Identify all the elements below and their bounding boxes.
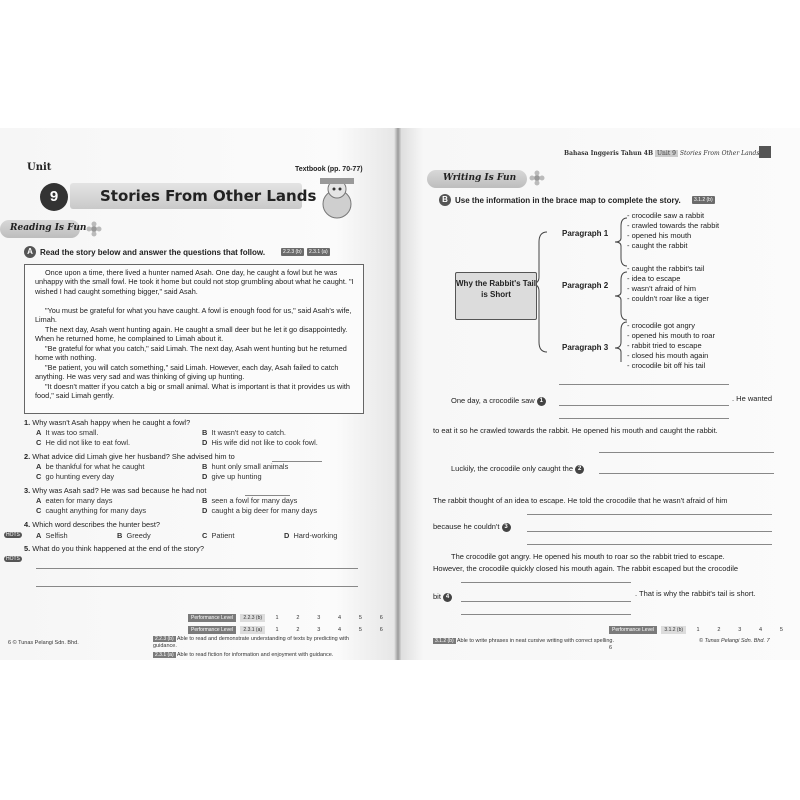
answer-line[interactable] [461, 614, 631, 615]
question-number: 4. [24, 520, 31, 529]
story-line-7: However, the crocodile quickly closed his mouth again. The rabbit escaped but the crocodile [433, 564, 739, 573]
instruction-a: Read the story below and answer the questions that follow. [40, 248, 266, 257]
option-2a[interactable]: A be thankful for what he caught [36, 462, 145, 471]
question-2 [24, 452, 235, 461]
hots-badge: HOTS [6, 532, 20, 538]
paragraph-3-label: Paragraph 3 [562, 343, 609, 352]
question-1 [24, 418, 190, 427]
story-line-8: bit 4 [433, 592, 452, 602]
answer-blank-2[interactable] [599, 473, 774, 474]
performance-row-1: Performance Level 2.2.3 (b) 1 2 3 4 5 6 [188, 606, 383, 615]
paragraph-1-items: - crocodile saw a rabbit - crawled towards the rabbit - opened his mouth - caught the rabbit [627, 211, 720, 250]
story-line-1-end: . He wanted [732, 394, 773, 403]
answer-blank-1[interactable] [559, 405, 729, 406]
option-3d[interactable]: D caught a big deer for many days [202, 506, 318, 515]
instruction-b: Use the information in the brace map to complete the story. [455, 196, 681, 205]
story-line-6: The crocodile got angry. He opened his mouth to roar so the rabbit tried to escape. [451, 552, 725, 561]
question-number: 1. [24, 418, 31, 427]
question-4 [24, 520, 160, 529]
answer-line[interactable] [36, 586, 358, 587]
page-number: 7 [766, 638, 770, 644]
skill-tag: 2.3.1 (a) [309, 249, 328, 255]
answer-line[interactable] [36, 568, 358, 569]
question-5 [24, 544, 204, 553]
story-paragraph: The next day, Asah went hunting again. He caught a small deer but he let it go disappointedly. When he returned home, he complained to Limah about it. [35, 325, 348, 344]
option-2d[interactable]: D give up hunting [202, 472, 262, 481]
answer-line[interactable] [559, 384, 729, 385]
publisher: © Tunas Pelangi Sdn. Bhd. [699, 638, 766, 644]
answer-line[interactable] [527, 544, 772, 545]
story-paragraph: "You must be grateful for what you have caught. A fowl is enough food for us," said Asah's wife, Limah. [35, 306, 352, 325]
page-number: 6 [8, 640, 12, 646]
blank-number-1: 1 [537, 397, 546, 406]
paragraph-1-label: Paragraph 1 [562, 229, 609, 238]
story-line-5: because he couldn't 3 [433, 522, 511, 532]
option-1b[interactable]: B It wasn't easy to catch. [202, 428, 286, 437]
mascot-icon [312, 174, 362, 222]
textbook-reference: Textbook (pp. 70-77) [295, 166, 363, 173]
option-4a[interactable]: A Selfish [36, 531, 68, 540]
unit-number-badge: 9 [40, 183, 68, 211]
story-paragraph: "Be patient, you will catch something," said Limah. However, each day, Asah failed to catch anything. He was very sad and was thinking of giving up hunting. [35, 363, 339, 382]
answer-line[interactable] [599, 452, 774, 453]
question-3 [24, 486, 206, 495]
instruction-letter-b: B [439, 194, 451, 206]
story-paragraph: Once upon a time, there lived a hunter named Asah. One day, he caught a fowl but he was unhappy with the small fowl. He took it home but could not stop grumbling about what he caught. "I wished I had caught something bigger," said Asah. [35, 268, 354, 296]
question-number: 3. [24, 486, 31, 495]
option-2c[interactable]: C go hunting every day [36, 472, 115, 481]
answer-line[interactable] [461, 582, 631, 583]
story-paragraph: "It doesn't matter if you catch a big or small animal. What is important is that it provides us with food," said Limah gently. [35, 382, 350, 401]
flower-icon [529, 170, 545, 186]
performance-row: Performance Level 3.1.2 (b) 1 2 3 4 5 6 [609, 627, 783, 651]
footnote-2: 2.3.1 (a) Able to read fiction for information and enjoyment with guidance. [155, 652, 334, 658]
paragraph-2-items: - caught the rabbit's tail - idea to escape - wasn't afraid of him - couldn't roar like a tiger [627, 264, 709, 303]
blank-number-2: 2 [575, 465, 584, 474]
question-text: What advice did Limah give her husband? She advised him to [32, 452, 235, 461]
flower-icon [86, 221, 102, 237]
option-1c[interactable]: C He did not like to eat fowl. [36, 438, 131, 447]
answer-blank-4[interactable] [461, 601, 631, 602]
option-4d[interactable]: D Hard-working [284, 531, 338, 540]
running-header: Bahasa Inggeris Tahun 4B Unit 9 Stories From Other Lands [564, 150, 760, 157]
question-text: Why was Asah sad? He was sad because he had not [32, 486, 207, 495]
reading-section-title: Reading Is Fun [10, 223, 87, 233]
option-1d[interactable]: D His wife did not like to cook fowl. [202, 438, 318, 447]
option-3b[interactable]: B seen a fowl for many days [202, 496, 298, 505]
footnote-1: 2.2.3 (b) Able to read and demonstrate understanding of texts by predicting with guidance. [153, 636, 349, 649]
story-paragraph: "Be grateful for what you catch," said Limah. The next day, Asah went hunting but he returned home with nothing. [35, 344, 347, 363]
option-4c[interactable]: C Patient [202, 531, 235, 540]
performance-row-2: Performance Level 2.3.1 (a) 1 2 3 4 5 6 [188, 618, 383, 627]
question-text: What do you think happened at the end of the story? [32, 544, 204, 553]
publisher: © Tunas Pelangi Sdn. Bhd. [12, 640, 79, 646]
unit-title: Stories From Other Lands [100, 187, 317, 205]
option-2b[interactable]: B hunt only small animals [202, 462, 289, 471]
blank-number-3: 3 [502, 523, 511, 532]
story-box [24, 264, 364, 414]
hots-badge: HOTS [6, 556, 20, 562]
book-gutter [394, 128, 402, 660]
right-page [399, 128, 800, 660]
unit-word: Unit [27, 162, 52, 173]
answer-line[interactable] [527, 514, 772, 515]
instruction-letter-a: A [24, 246, 36, 258]
story-line-1: One day, a crocodile saw 1 [451, 396, 546, 406]
page-footer-left [8, 640, 79, 646]
question-number: 2. [24, 452, 31, 461]
story-line-4: The rabbit thought of an idea to escape. He told the crocodile that he wasn't afraid of him [433, 496, 728, 505]
option-3a[interactable]: A eaten for many days [36, 496, 113, 505]
page-footer-right [699, 638, 770, 644]
option-1a[interactable]: A It was too small. [36, 428, 99, 437]
paragraph-2-label: Paragraph 2 [562, 281, 609, 290]
story-line-8-end: . That is why the rabbit's tail is short. [635, 589, 756, 598]
paragraph-3-items: - crocodile got angry - opened his mouth to roar - rabbit tried to escape - closed his mouth again - crocodile bit off his tail [627, 321, 715, 370]
skill-tag: 2.2.3 (b) [283, 249, 302, 255]
question-text: Which word describes the hunter best? [32, 520, 160, 529]
option-4b[interactable]: B Greedy [117, 531, 151, 540]
question-number: 5. [24, 544, 31, 553]
question-text: Why wasn't Asah happy when he caught a fowl? [32, 418, 191, 427]
corner-tab [759, 146, 771, 158]
story-line-2: to eat it so he crawled towards the rabbit. He opened his mouth and caught the rabbit. [433, 426, 718, 435]
answer-blank-3[interactable] [527, 531, 772, 532]
blank-number-4: 4 [443, 593, 452, 602]
skill-tag: 3.1.2 (b) [694, 197, 713, 203]
writing-section-title: Writing Is Fun [443, 173, 517, 183]
footnote-right: 3.1.2 (b) Able to write phrases in neat cursive writing with correct spelling. [435, 638, 614, 644]
brace-map-center: Why the Rabbit's Tail is Short [455, 272, 537, 320]
answer-line[interactable] [559, 418, 729, 419]
story-line-3: Luckily, the crocodile only caught the 2 [451, 464, 584, 474]
left-page [0, 128, 396, 660]
option-3c[interactable]: C caught anything for many days [36, 506, 147, 515]
